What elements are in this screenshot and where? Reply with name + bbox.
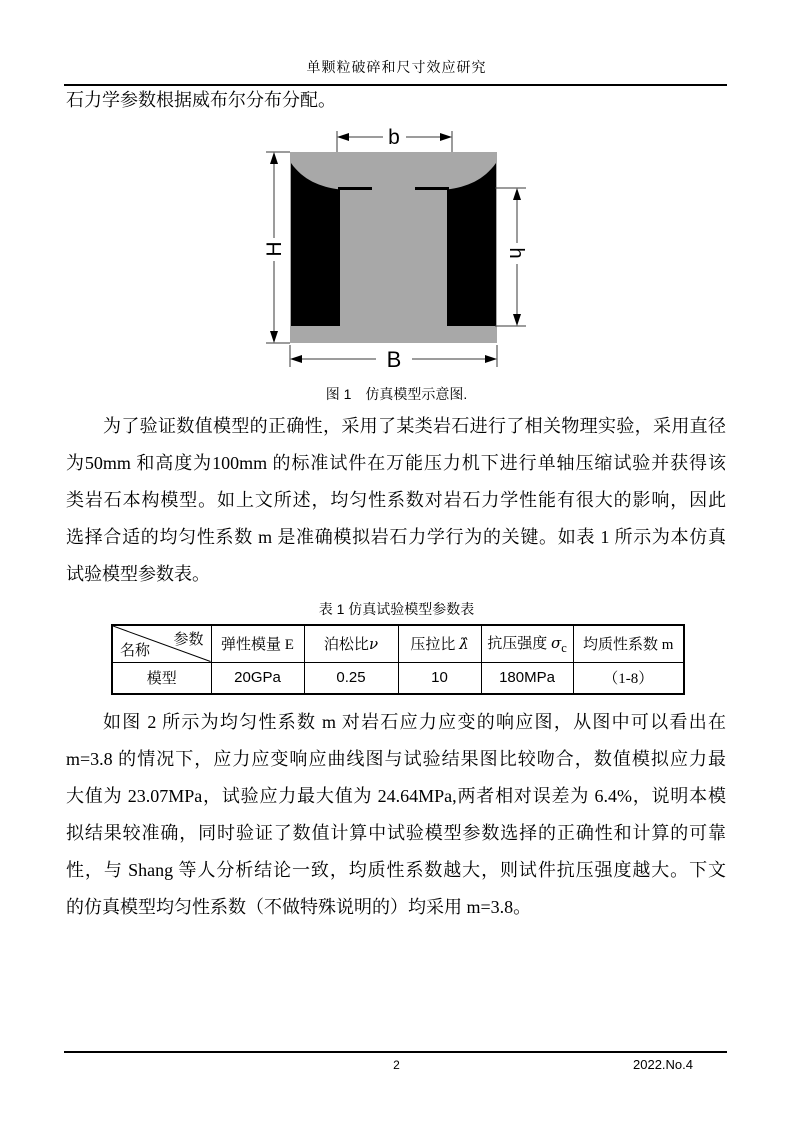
paragraph-1 xyxy=(66,408,726,593)
header-homogeneity-index: 均质性系数 m xyxy=(573,625,684,662)
B-arrowhead-left xyxy=(290,355,302,363)
value-elastic-modulus: 20GPa xyxy=(211,662,304,694)
right-notch xyxy=(415,187,449,190)
paragraph-line: 选择合适的均匀性系数 m 是准确模拟岩石力学行为的关键。如表 1 所示为本仿真 xyxy=(66,527,726,547)
figure-1-schematic xyxy=(255,120,535,370)
header-poisson-ratio: 泊松比ν xyxy=(304,625,398,662)
footer-rule xyxy=(64,1051,727,1053)
figure-caption: 图 1 仿真模型示意图. xyxy=(325,386,468,402)
issue-number: 2022.No.4 xyxy=(633,1057,693,1072)
paragraph-line: 类岩石本构模型。如上文所述，均匀性系数对岩石力学性能有很大的影响，因此 xyxy=(66,490,726,510)
value-compression-tension-ratio: 10 xyxy=(398,662,481,694)
paragraph-line: 试验模型参数表。 xyxy=(66,564,210,584)
row-label-model: 模型 xyxy=(112,662,211,694)
label-h: h xyxy=(505,247,527,259)
corner-label-parameter: 参数 xyxy=(173,632,204,648)
corner-header-cell xyxy=(112,625,211,662)
paragraph-line: 大值为 23.07MPa，试验应力最大值为 24.64MPa,两者相对误差为 6.4%，说明本模 xyxy=(66,786,726,806)
paragraph-line: 为了验证数值模型的正确性，采用了某类岩石进行了相关物理实验，采用直径 xyxy=(103,416,726,436)
label-b: b xyxy=(388,126,400,149)
value-compressive-strength: 180MPa xyxy=(481,662,573,694)
paragraph-line: 的仿真模型均匀性系数（不做特殊说明的）均采用 m=3.8。 xyxy=(66,897,532,917)
h-arrowhead-bottom xyxy=(513,314,521,326)
B-arrowhead-right xyxy=(485,355,497,363)
running-header: 单颗粒破碎和尺寸效应研究 xyxy=(306,61,487,76)
paragraph-2 xyxy=(66,704,726,926)
header-compressive-strength: 抗压强度 $\sigma_c$ xyxy=(481,625,573,662)
parameters-table xyxy=(111,624,685,695)
label-H: H xyxy=(263,241,286,257)
header-compression-tension-ratio: 压拉比 λ̂ xyxy=(398,625,481,662)
paragraph-line: 性，与 Shang 等人分析结论一致，均质性系数越大，则试件抗压强度越大。下文 xyxy=(66,860,726,880)
H-arrowhead-bottom xyxy=(270,331,278,343)
page-number: 2 xyxy=(393,1058,400,1072)
b-arrowhead-right xyxy=(440,133,452,141)
H-arrowhead-top xyxy=(270,152,278,164)
value-poisson-ratio: 0.25 xyxy=(304,662,398,694)
value-homogeneity-index: （1-8） xyxy=(573,662,684,694)
left-notch xyxy=(338,187,372,190)
b-arrowhead-left xyxy=(337,133,349,141)
header-elastic-modulus: 弹性模量 E xyxy=(211,625,304,662)
label-B: B xyxy=(386,347,402,370)
paragraph-line: 如图 2 所示为均匀性系数 m 对岩石应力应变的响应图，从图中可以看出在 xyxy=(103,712,726,732)
paragraph-line: m=3.8 的情况下，应力应变响应曲线图与试验结果图比较吻合，数值模拟应力最 xyxy=(66,749,726,769)
corner-label-name: 名称 xyxy=(120,642,151,659)
paragraph-line: 拟结果较准确，同时验证了数值计算中试验模型参数选择的正确性和计算的可靠 xyxy=(66,823,726,843)
table-row xyxy=(112,662,684,694)
paragraph-line: 为50mm 和高度为100mm 的标准试件在万能压力机下进行单轴压缩试验并获得该 xyxy=(66,453,726,473)
intro-line: 石力学参数根据威布尔分布分配。 xyxy=(66,90,336,110)
table-caption: 表 1 仿真试验模型参数表 xyxy=(318,601,475,617)
h-arrowhead-top xyxy=(513,188,521,200)
